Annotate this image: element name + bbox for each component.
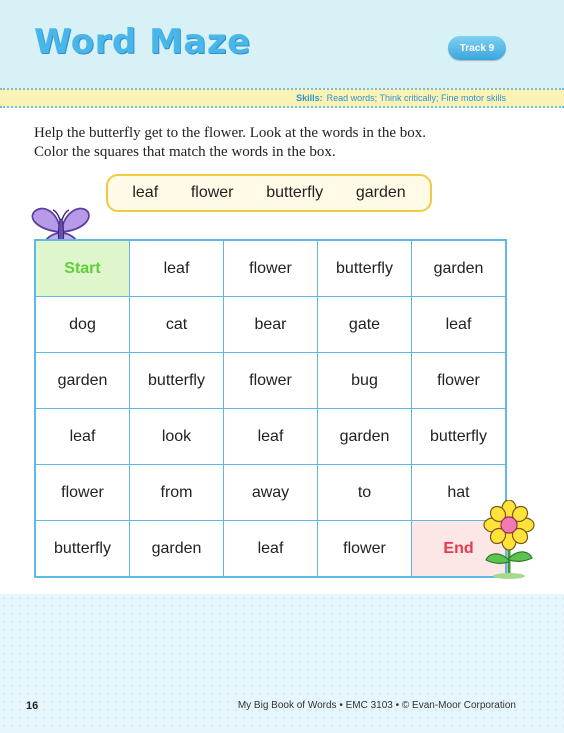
maze-cell[interactable]: leaf xyxy=(130,240,224,297)
maze-cell[interactable]: flower xyxy=(224,240,318,297)
maze-cell[interactable]: butterfly xyxy=(130,353,224,409)
skills-label: Skills: xyxy=(296,93,323,103)
maze-cell[interactable]: butterfly xyxy=(35,521,130,578)
maze-cell[interactable]: garden xyxy=(318,409,412,465)
instructions-line-2: Color the squares that match the words in the box. xyxy=(34,144,336,160)
maze-cell[interactable]: leaf xyxy=(224,409,318,465)
word-box-item: butterfly xyxy=(266,184,324,201)
maze-cell[interactable]: flower xyxy=(318,521,412,578)
word-box-item: garden xyxy=(355,184,406,201)
word-box xyxy=(106,174,432,212)
maze-row xyxy=(35,521,506,578)
flower-illustration xyxy=(480,500,538,580)
word-maze-grid xyxy=(34,239,507,578)
maze-row xyxy=(35,353,506,409)
maze-cell[interactable]: leaf xyxy=(412,297,507,353)
maze-cell[interactable]: from xyxy=(130,465,224,521)
word-box-item: flower xyxy=(190,184,234,201)
maze-cell[interactable]: cat xyxy=(130,297,224,353)
maze-cell-end[interactable]: End xyxy=(412,521,507,578)
skills-text: Read words; Think critically; Fine motor skills xyxy=(326,93,506,103)
word-box-item: leaf xyxy=(132,184,159,201)
page-number: 16 xyxy=(26,700,39,712)
instructions-line-1: Help the butterfly get to the flower. Look at the words in the box. xyxy=(34,125,426,141)
instructions xyxy=(34,124,534,162)
maze-row xyxy=(35,240,506,297)
track-badge[interactable]: Track 9 xyxy=(448,36,506,60)
footer-credits: My Big Book of Words • EMC 3103 • © Evan-Moor Corporation xyxy=(237,700,516,711)
maze-cell[interactable]: look xyxy=(130,409,224,465)
maze-cell[interactable]: butterfly xyxy=(318,240,412,297)
maze-cell[interactable]: bug xyxy=(318,353,412,409)
maze-cell[interactable]: bear xyxy=(224,297,318,353)
footer-band xyxy=(0,594,564,733)
maze-cell[interactable]: garden xyxy=(35,353,130,409)
maze-cell[interactable]: to xyxy=(318,465,412,521)
maze-cell[interactable]: gate xyxy=(318,297,412,353)
maze-cell[interactable]: away xyxy=(224,465,318,521)
maze-row xyxy=(35,297,506,353)
maze-cell[interactable]: garden xyxy=(412,240,507,297)
page-title: Word Maze xyxy=(34,22,251,62)
maze-cell[interactable]: dog xyxy=(35,297,130,353)
skills-bar xyxy=(0,88,564,108)
maze-row xyxy=(35,409,506,465)
maze-cell[interactable]: butterfly xyxy=(412,409,507,465)
maze-cell[interactable]: garden xyxy=(130,521,224,578)
maze-cell[interactable]: flower xyxy=(35,465,130,521)
maze-cell[interactable]: flower xyxy=(224,353,318,409)
maze-cell-start[interactable]: Start xyxy=(35,240,130,297)
maze-cell[interactable]: leaf xyxy=(35,409,130,465)
maze-cell[interactable]: hat xyxy=(412,465,507,521)
maze-cell[interactable]: leaf xyxy=(224,521,318,578)
maze-cell[interactable]: flower xyxy=(412,353,507,409)
maze-row xyxy=(35,465,506,521)
